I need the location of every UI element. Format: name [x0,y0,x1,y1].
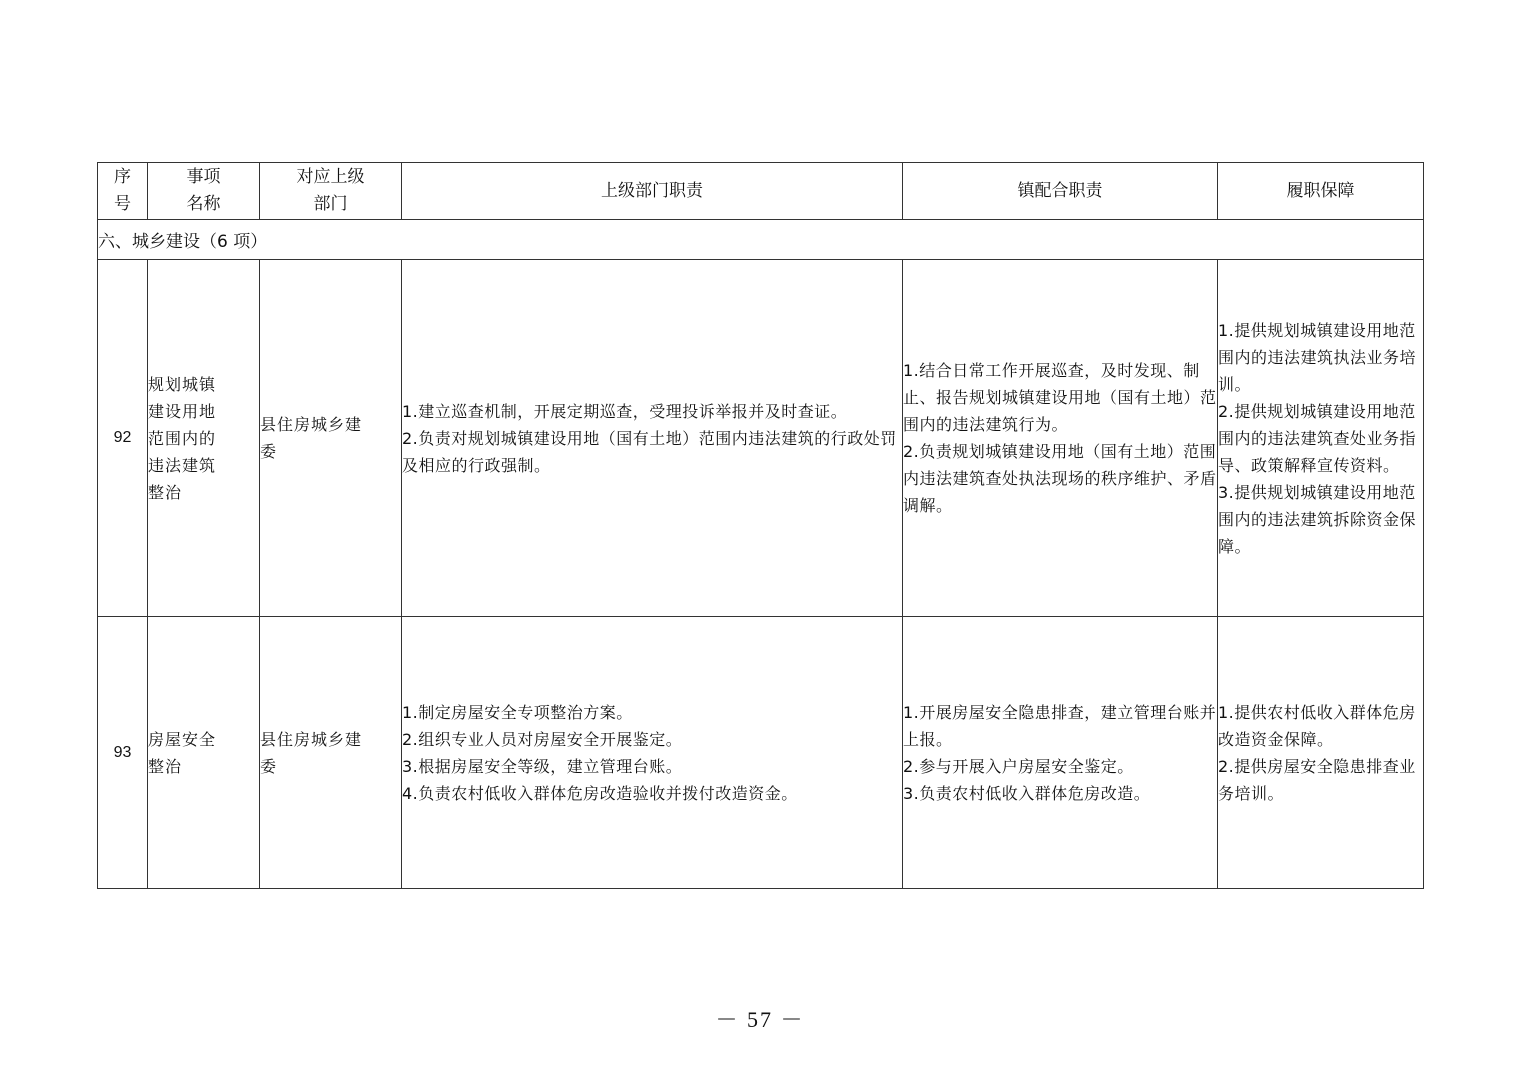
item-name: 房屋安全 整治 [148,617,260,889]
superior-duty [402,617,903,889]
superior-dept: 县住房城乡建 委 [260,617,402,889]
section-title: 六、城乡建设（6 项） [98,220,1424,260]
duty-line: 3.负责农村低收入群体危房改造。 [903,783,1151,803]
header-town-duty: 镇配合职责 [903,163,1218,220]
town-duty [903,260,1218,617]
duty-line: 2.负责对规划城镇建设用地（国有土地）范围内违法建筑的行政处罚及相应的行政强制。 [402,428,897,475]
duty-line: 3.根据房屋安全等级，建立管理台账。 [402,756,683,776]
duty-line: 4.负责农村低收入群体危房改造验收并拨付改造资金。 [402,783,798,803]
header-seq: 序 号 [98,163,148,220]
item-name: 规划城镇 建设用地 范围内的 违法建筑 整治 [148,260,260,617]
duty-line: 1.提供规划城镇建设用地范围内的违法建筑执法业务培训。 [1218,320,1417,394]
row-number: 93 [98,617,148,889]
duty-line: 2.组织专业人员对房屋安全开展鉴定。 [402,729,683,749]
duty-line: 1.提供农村低收入群体危房改造资金保障。 [1218,702,1416,749]
header-item-name: 事项 名称 [148,163,260,220]
duty-line: 1.结合日常工作开展巡查，及时发现、制止、报告规划城镇建设用地（国有土地）范围内的违法建筑行为。 [903,361,1217,434]
duty-line: 1.开展房屋安全隐患排查，建立管理台账并上报。 [903,702,1217,749]
duty-line: 1.制定房屋安全专项整治方案。 [402,702,633,722]
page-number: － 57 － [715,1007,805,1032]
header-superior-dept: 对应上级 部门 [260,163,402,220]
header-row [98,163,1424,220]
table-row [98,260,1424,617]
duty-line: 2.参与开展入户房屋安全鉴定。 [903,756,1134,776]
duty-line: 2.负责规划城镇建设用地（国有土地）范围内违法建筑查处执法现场的秩序维护、矛盾调解。 [903,442,1217,515]
header-superior-duty: 上级部门职责 [402,163,903,220]
superior-duty [402,260,903,617]
duty-line: 1.建立巡查机制，开展定期巡查，受理投诉举报并及时查证。 [402,401,848,421]
duty-table [97,162,1424,889]
table-row [98,617,1424,889]
row-number: 92 [98,260,148,617]
guarantee [1218,260,1424,617]
superior-dept: 县住房城乡建 委 [260,260,402,617]
duty-line: 3.提供规划城镇建设用地范围内的违法建筑拆除资金保障。 [1218,482,1417,556]
section-row [98,220,1424,260]
header-guarantee: 履职保障 [1218,163,1424,220]
guarantee [1218,617,1424,889]
town-duty [903,617,1218,889]
duty-line: 2.提供房屋安全隐患排查业务培训。 [1218,756,1416,803]
duty-line: 2.提供规划城镇建设用地范围内的违法建筑查处业务指导、政策解释宣传资料。 [1218,401,1417,475]
